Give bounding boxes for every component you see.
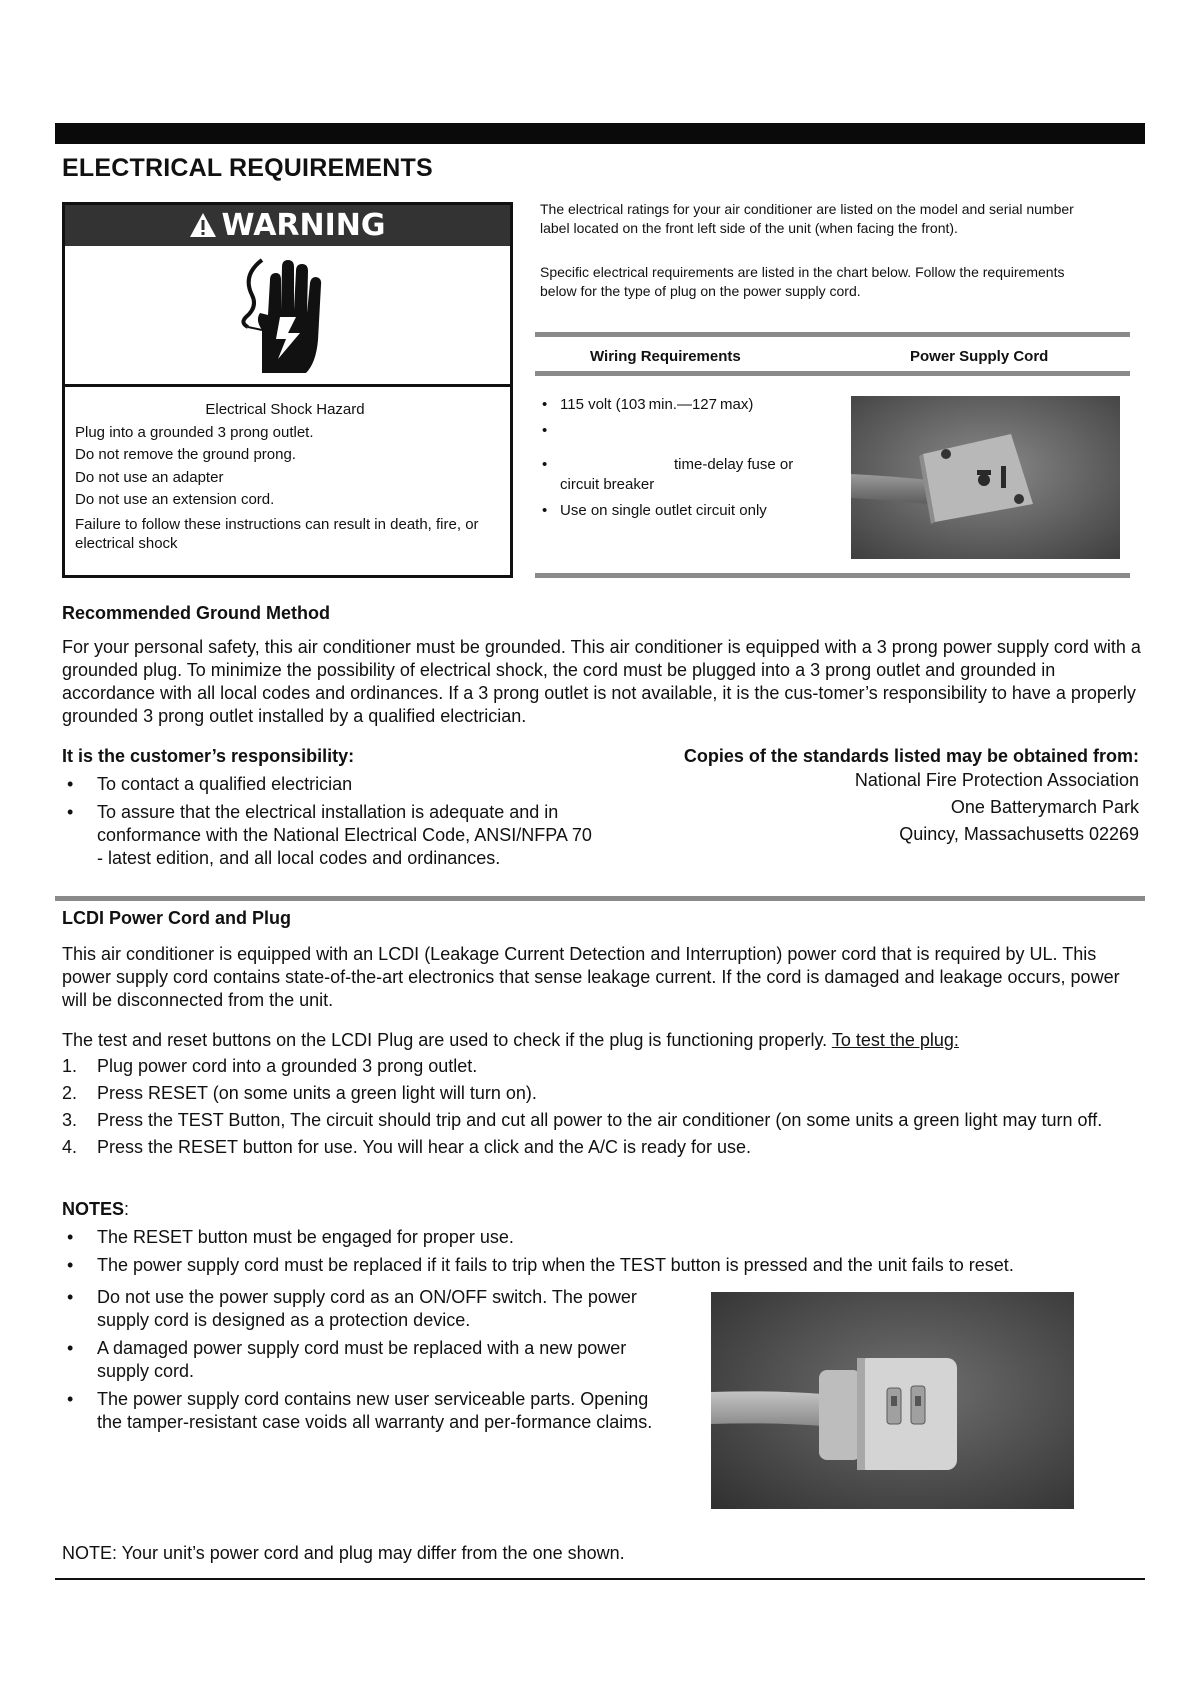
warning-line: Do not remove the ground prong.: [75, 446, 296, 463]
test-plug-link: To test the plug:: [831, 1030, 959, 1050]
warning-line: Do not use an extension cord.: [75, 491, 275, 508]
step-number: 1.: [62, 1056, 78, 1076]
step-text: Press RESET (on some units a green light will turn on).: [97, 1083, 537, 1103]
page-title: ELECTRICAL REQUIREMENTS: [62, 154, 433, 182]
requirements-paragraph: Specific electrical requirements are listed in the chart below. Follow the requirements below for the type of plug on the power supply cord.: [540, 264, 1065, 299]
warning-label: WARNING: [221, 208, 386, 243]
wiring-requirements-list: [542, 395, 832, 527]
list-item: • To contact a qualified electrician: [62, 773, 602, 796]
list-item: [62, 1109, 1147, 1132]
warning-line: Do not use an adapter: [75, 468, 224, 486]
list-item: • The power supply cord must be replaced if it fails to trip when the TEST button is pressed and the unit fails to reset.: [62, 1254, 1152, 1277]
lcdi-description: This air conditioner is equipped with an LCDI (Leakage Current Detection and Interruption) power cord that is required by UL. This power supply cord contains state-of-the-art electronics that sense leakage current. If the cord is damaged and leakage occurs, power will be disconnected from the unit.: [62, 944, 1120, 1010]
column-header-wiring: Wiring Requirements: [590, 348, 741, 365]
step-number: 4.: [62, 1137, 78, 1157]
column-header-cord: Power Supply Cord: [910, 348, 1049, 365]
chart-bottom-rule: [535, 573, 1130, 578]
lcdi-test-intro: [62, 1029, 1147, 1052]
standards-street: One Batterymarch Park: [950, 797, 1139, 817]
responsibility-heading: It is the customer’s responsibility:: [62, 746, 355, 766]
list-item: [542, 455, 832, 495]
list-item: [62, 1055, 1147, 1078]
footer-rule: [55, 1578, 1145, 1580]
notes-heading-line: [62, 1198, 129, 1221]
lcdi-heading: LCDI Power Cord and Plug: [62, 908, 292, 928]
electrical-shock-hand-icon: [240, 255, 330, 380]
list-item: • A damaged power supply cord must be replaced with a new power supply cord.: [62, 1337, 662, 1383]
warning-text: [75, 399, 495, 553]
warning-box: [62, 202, 513, 578]
warning-divider: [65, 384, 510, 387]
warning-line: Plug into a grounded 3 prong outlet.: [75, 423, 314, 441]
step-number: 3.: [62, 1110, 78, 1130]
lcdi-plug-photo: [711, 1292, 1074, 1509]
chart-top-rule: [535, 332, 1130, 337]
list-item: [62, 1082, 1147, 1105]
list-item: • Do not use the power supply cord as an ON/OFF switch. The power supply cord is designed as a protection device.: [62, 1286, 662, 1332]
ground-method-text: For your personal safety, this air conditioner must be grounded. This air conditioner is equipped with a 3 prong power supply cord with a grounded plug. To minimize the possibility of electrical shock, the cord must be plugged into a 3 prong outlet and grounded in accordance with all local codes and ordinances. If a 3 prong outlet is not available, it is the cus-tomer’s responsibility to have a properly grounded 3 prong outlet installed by a qualified electrician.: [62, 637, 1141, 726]
standards-org: National Fire Protection Association: [854, 770, 1139, 790]
header-bar: [55, 123, 1145, 144]
step-text: Press the RESET button for use. You will hear a click and the A/C is ready for use.: [97, 1137, 752, 1157]
step-number: 2.: [62, 1083, 78, 1103]
list-item: [62, 1136, 1147, 1159]
ground-method-heading: Recommended Ground Method: [62, 603, 331, 623]
standards-block: [579, 746, 1139, 846]
notes-list-wide: [62, 1226, 1152, 1282]
notes-footnote: NOTE: Your unit’s power cord and plug may differ from the one shown.: [62, 1543, 625, 1563]
ratings-paragraph: The electrical ratings for your air conditioner are listed on the model and serial number label located on the front left side of the unit (when facing the front).: [540, 201, 1074, 236]
standards-heading: Copies of the standards listed may be obtained from:: [683, 746, 1139, 766]
notes-heading: NOTES: [62, 1199, 125, 1219]
step-text: Plug power cord into a grounded 3 prong outlet.: [97, 1056, 478, 1076]
test-steps-list: [62, 1055, 1147, 1163]
fuse-text: time-delay fuse or circuit breaker: [560, 456, 794, 493]
list-item: • The RESET button must be engaged for proper use.: [62, 1226, 1152, 1249]
list-item: • The power supply cord contains new user serviceable parts. Opening the tamper-resistant case voids all warranty and per-formance claims.: [62, 1388, 662, 1434]
step-text: Press the TEST Button, The circuit should trip and cut all power to the air conditioner (on some units a green light may turn off.: [97, 1110, 1103, 1130]
warning-header: [65, 205, 510, 246]
standards-city: Quincy, Massachusetts 02269: [899, 824, 1139, 844]
notes-colon: :: [124, 1199, 130, 1219]
list-item: • 115 volt (103 min.—127 max): [542, 395, 832, 415]
section-divider: [55, 896, 1145, 901]
responsibility-list: [62, 773, 602, 875]
notes-list: [62, 1286, 662, 1439]
lcdi-test-text: The test and reset buttons on the LCDI Plug are used to check if the plug is functioning properly.: [62, 1030, 828, 1050]
list-item: • To assure that the electrical installation is adequate and in conformance with the National Electrical Code, ANSI/NFPA 70 - latest edition, and all local codes and ordinances.: [62, 801, 602, 870]
power-supply-cord-photo: [851, 396, 1120, 559]
warning-line: Failure to follow these instructions can result in death, fire, or electrical shock: [75, 515, 479, 552]
chart-header-rule: [535, 371, 1130, 376]
warning-triangle-icon: [189, 208, 217, 249]
list-item: • Use on single outlet circuit only: [542, 501, 832, 521]
hazard-title: Electrical Shock Hazard: [205, 401, 365, 418]
list-item: [542, 421, 832, 441]
